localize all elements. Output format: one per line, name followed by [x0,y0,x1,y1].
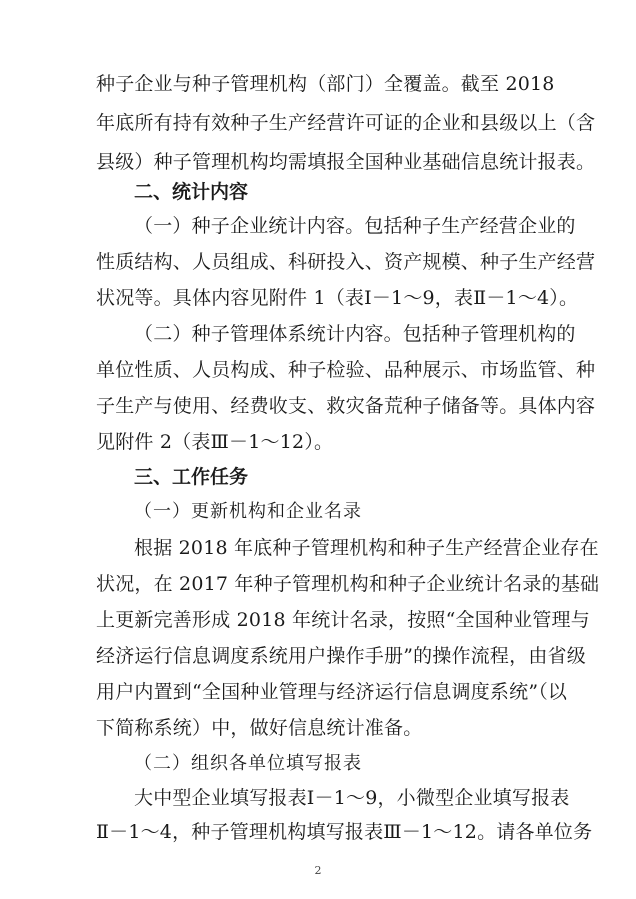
s3-sub2-line-1: 大中型企业填写报表Ⅰ－1～9，小微型企业填写报表 [134,787,570,809]
section-heading-statistics-content: 二、统计内容 [134,181,249,203]
s3-sub1-line-6: 下简称系统）中，做好信息统计准备。 [96,717,423,739]
s3-subheading-update-directory: （一）更新机构和企业名录 [134,501,362,522]
s2-item1-line-2: 性质结构、人员组成、科研投入、资产规模、种子生产经营 [96,251,596,273]
s3-sub1-line-4: 经济运行信息调度系统用户操作手册”的操作流程，由省级 [96,645,586,667]
s3-sub1-line-5: 用户内置到“全国种业管理与经济运行信息调度系统”（以 [96,681,568,703]
s3-sub2-line-2: Ⅱ－1～4，种子管理机构填写报表Ⅲ－1～12。请各单位务 [96,821,593,843]
s2-item1-line-3: 状况等。具体内容见附件 1（表Ⅰ－1～9，表Ⅱ－1～4）。 [96,287,579,309]
s2-item2-line-4: 见附件 2（表Ⅲ－1～12）。 [96,431,334,453]
s2-item2-line-2: 单位性质、人员构成、种子检验、品种展示、市场监管、种 [96,359,596,381]
section-heading-work-tasks: 三、工作任务 [134,466,249,488]
s2-item2-line-3: 子生产与使用、经费收支、救灾备荒种子储备等。具体内容 [96,395,596,417]
s3-sub1-line-3: 上更新完善形成 2018 年统计名录，按照“全国种业管理与 [96,609,590,631]
s3-subheading-fill-forms: （二）组织各单位填写报表 [134,753,362,774]
intro-line-2: 年底所有持有效种子生产经营许可证的企业和县级以上（含 [96,112,596,134]
s3-sub1-line-1: 根据 2018 年底种子管理机构和种子生产经营企业存在 [134,537,599,559]
s3-sub1-line-2: 状况，在 2017 年种子管理机构和种子企业统计名录的基础 [96,573,600,595]
s2-item1-line-1: （一）种子企业统计内容。包括种子生产经营企业的 [134,215,576,237]
page-number: 2 [314,864,322,877]
intro-line-1: 种子企业与种子管理机构（部门）全覆盖。截至 2018 [96,73,555,95]
intro-line-3: 县级）种子管理机构均需填报全国种业基础信息统计报表。 [96,151,596,173]
s2-item2-line-1: （二）种子管理体系统计内容。包括种子管理机构的 [134,323,576,345]
